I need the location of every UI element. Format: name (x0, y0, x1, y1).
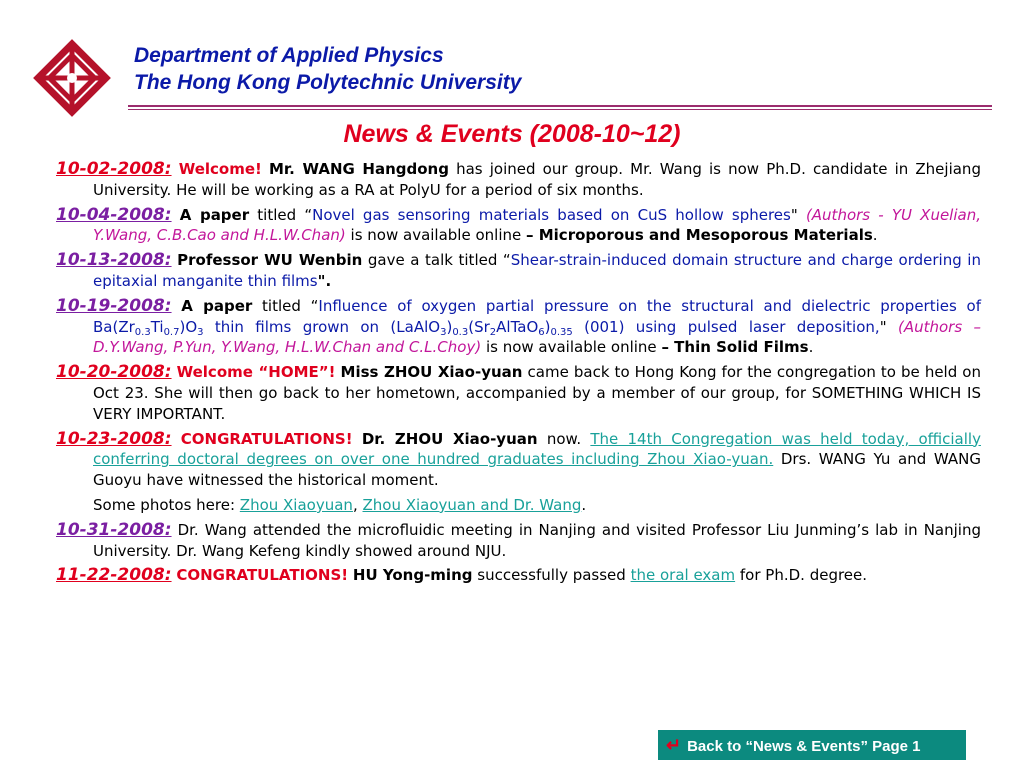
news-item (56, 296, 981, 358)
news-item (56, 520, 981, 562)
news-tag: Welcome “HOME”! (176, 363, 336, 382)
news-titled: titled “ (257, 205, 313, 224)
photo-link-zhou[interactable]: Zhou Xiaoyuan (239, 495, 353, 514)
news-item (56, 205, 981, 247)
news-kind: A paper (181, 296, 253, 315)
news-date: 10-19-2008: (56, 295, 172, 316)
news-end: . (581, 495, 587, 514)
paper-authors: (Authors - YU Xuelian, Y.Wang, C.B.Cao and H.L.W.Chan) (93, 205, 981, 245)
news-tag: CONGRATULATIONS! (176, 566, 349, 585)
news-date: 10-04-2008: (56, 204, 172, 225)
news-person: Professor WU Wenbin (177, 251, 363, 270)
news-item (56, 362, 981, 424)
news-date: 10-20-2008: (56, 362, 172, 383)
polyu-logo (30, 36, 114, 120)
header (134, 42, 521, 96)
news-date: 10-31-2008: (56, 519, 172, 540)
news-person: Dr. ZHOU Xiao-yuan (361, 429, 538, 448)
news-text: is now available online (350, 226, 522, 245)
news-text: now. (546, 429, 582, 448)
separator: , (352, 495, 358, 514)
photo-link-zhou-wang[interactable]: Zhou Xiaoyuan and Dr. Wang (362, 495, 582, 514)
journal-name: – Microporous and Mesoporous Materials (526, 226, 873, 245)
news-date: 11-22-2008: (56, 565, 172, 586)
news-text: Dr. Wang attended the microfluidic meeting in Nanjing and visited Professor Liu Junming’s lab in Nanjing University. Dr. Wang Kefeng kindly showed around NJU. (93, 520, 981, 560)
congregation-link[interactable]: The 14th Congregation was held today, officially conferring doctoral degrees on over one hundred graduates including Zhou Xiao-yuan. (93, 429, 981, 469)
oral-exam-link[interactable]: the oral exam (630, 566, 736, 585)
return-arrow-icon: ↵ (666, 735, 682, 755)
news-date: 10-02-2008: (56, 159, 172, 179)
quote-close: " (790, 205, 798, 224)
back-to-news-button[interactable] (658, 730, 966, 760)
news-text: gave a talk titled “ (367, 251, 511, 270)
news-text: has joined our group. Mr. Wang is now Ph.D. candidate in Zhejiang University. He will be working as a RA at PolyU for a period of six months. (93, 160, 981, 199)
news-text: came back to Hong Kong for the congregation to be held on Oct 23. She will then go back to her hometown, accompanied by a member of our group, for SOMETHING WHICH IS VERY IMPORTANT. (93, 363, 981, 423)
news-kind: A paper (179, 205, 250, 224)
talk-title: Shear-strain-induced domain structure and charge ordering in epitaxial manganite thin films (93, 251, 981, 290)
news-item (56, 250, 981, 292)
news-person: Miss ZHOU Xiao-yuan (340, 363, 523, 382)
page-title: News & Events (2008-10~12) (343, 120, 681, 148)
news-end: for Ph.D. degree. (739, 566, 868, 585)
header-rule-thin (128, 109, 992, 110)
news-person: Mr. WANG Hangdong (269, 160, 449, 178)
news-item (56, 565, 981, 586)
university-name: The Hong Kong Polytechnic University (134, 71, 522, 94)
news-end: . (808, 338, 814, 357)
news-tag: CONGRATULATIONS! (180, 429, 353, 448)
paper-title: Influence of oxygen partial pressure on the structural and dielectric properties of $Ba(Zr_{0.3}Ti_{0.7})O_3$ thin films grown on $(LaAlO_3)_{0.3}(Sr_2AlTaO_6)_{0.35}$ (001) using pulsed laser deposition, (93, 296, 982, 338)
news-item (56, 159, 981, 201)
news-titled: titled “ (262, 296, 319, 315)
news-text: Drs. WANG Yu and WANG Guoyu have witnessed the historical moment. (93, 450, 981, 490)
header-rule (128, 105, 992, 107)
news-date: 10-13-2008: (56, 250, 172, 271)
back-button-label: Back to “News & Events” Page 1 (687, 738, 921, 755)
news-date: 10-23-2008: (56, 428, 172, 449)
news-end: ". (317, 271, 332, 290)
quote-close: " (879, 317, 887, 336)
paper-authors: (Authors – D.Y.Wang, P.Yun, Y.Wang, H.L.W.Chan and C.L.Choy) (93, 317, 981, 357)
news-list (56, 159, 981, 590)
photos-line (56, 495, 981, 516)
photos-label: Some photos here: (93, 495, 236, 514)
paper-title: Novel gas sensoring materials based on CuS hollow spheres (312, 205, 791, 224)
department-name: Department of Applied Physics (134, 44, 444, 67)
journal-name: – Thin Solid Films (661, 338, 809, 357)
news-end: . (872, 226, 878, 245)
news-person: HU Yong-ming (352, 566, 473, 585)
news-tag: Welcome! (178, 160, 262, 178)
news-text: successfully passed (477, 566, 626, 585)
news-item (56, 429, 981, 491)
news-text: is now available online (485, 338, 657, 357)
